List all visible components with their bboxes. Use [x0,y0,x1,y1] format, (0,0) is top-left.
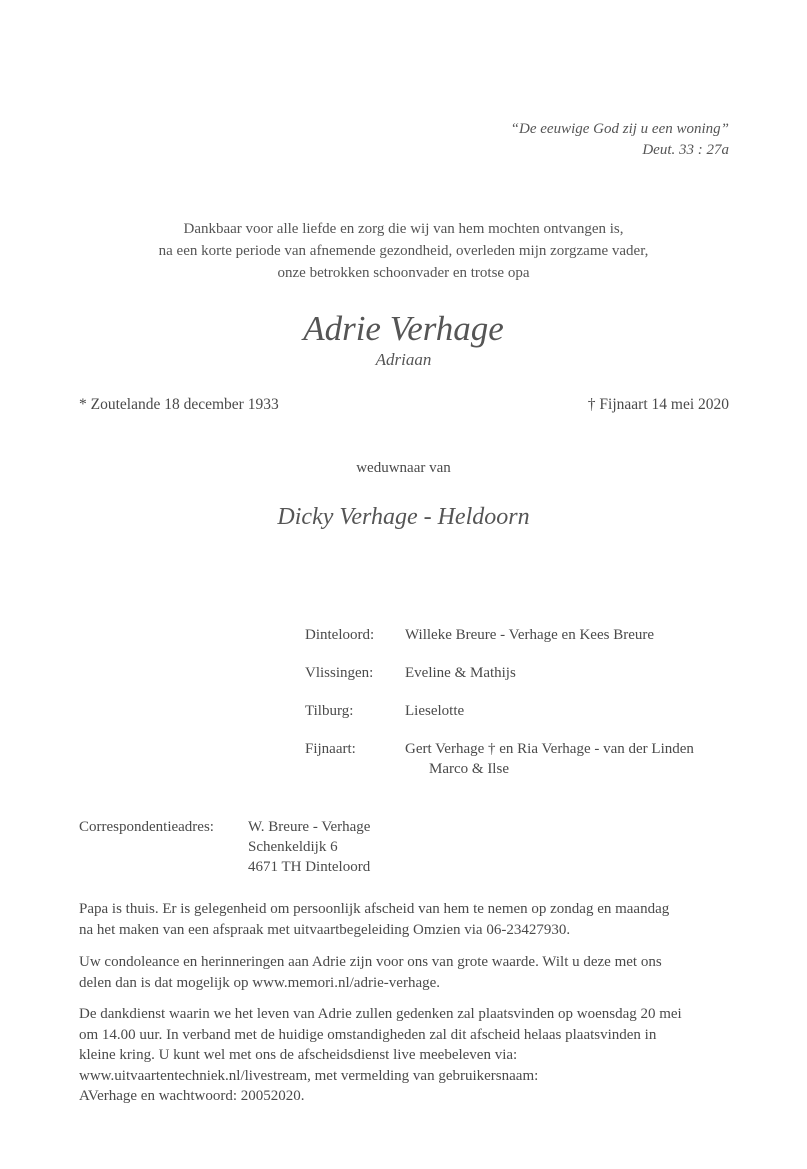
paragraph-line: Uw condoleance en herinneringen aan Adrie zijn voor ons van grote waarde. Wilt u deze met ons [79,954,662,970]
family-names: Eveline & Mathijs [405,665,516,681]
deceased-name: Adrie Verhage [303,309,504,348]
family-place: Vlissingen: [305,665,374,681]
family-place: Dinteloord: [305,627,375,643]
deceased-given-name: Adriaan [375,350,432,369]
address-line: 4671 TH Dinteloord [248,859,371,875]
address-line: W. Breure - Verhage [248,819,371,835]
widower-label: weduwnaar van [356,460,451,476]
death-line: † Fijnaart 14 mei 2020 [587,396,729,413]
quote-text: “De eeuwige God zij u een woning” [510,121,729,137]
spouse-name: Dicky Verhage - Heldoorn [277,504,530,530]
paragraph-visit [79,899,729,940]
paragraph-condolence [79,952,729,993]
paragraph-line: na het maken van een afspraak met uitvaartbegeleiding Omzien via 06-23427930. [79,921,571,938]
address-line: Schenkeldijk 6 [248,839,338,855]
paragraph-line: AVerhage en wachtwoord: 20052020. [79,1088,305,1104]
correspondence-label: Correspondentieadres: [79,819,214,835]
intro-line: Dankbaar voor alle liefde en zorg die wij van hem mochten ontvangen is, [183,221,624,237]
birth-line: * Zoutelande 18 december 1933 [79,396,279,413]
intro-line: onze betrokken schoonvader en trotse opa [277,265,530,281]
family-names-block [405,739,694,779]
paragraph-line: delen dan is dat mogelijk op www.memori.nl/adrie-verhage. [79,974,441,991]
paragraph-service [79,1004,729,1107]
paragraph-line: Papa is thuis. Er is gelegenheid om persoonlijk afscheid van hem te nemen op zondag en maandag [79,901,670,917]
intro-line: na een korte periode van afnemende gezondheid, overleden mijn zorgzame vader, [158,243,649,259]
intro-text [0,218,807,284]
bible-quote [511,119,729,161]
family-grandchildren: Marco & Ilse [429,761,509,777]
family-names: Gert Verhage † en Ria Verhage - van der Linden [405,741,694,757]
family-place: Fijnaart: [305,741,356,757]
family-place: Tilburg: [305,703,354,719]
paragraph-line: De dankdienst waarin we het leven van Adrie zullen gedenken zal plaatsvinden op woensdag 20 mei [79,1006,682,1022]
family-names: Lieselotte [405,703,465,719]
paragraph-line: om 14.00 uur. In verband met de huidige omstandigheden zal dit afscheid helaas plaatsvinden in [79,1026,657,1043]
paragraph-line: www.uitvaartentechniek.nl/livestream, met vermelding van gebruikersnaam: [79,1067,539,1084]
quote-reference: Deut. 33 : 27a [642,142,729,158]
family-names: Willeke Breure - Verhage en Kees Breure [405,627,655,643]
correspondence-address [248,817,370,877]
paragraph-line: kleine kring. U kunt wel met ons de afscheidsdienst live meebeleven via: [79,1047,518,1063]
